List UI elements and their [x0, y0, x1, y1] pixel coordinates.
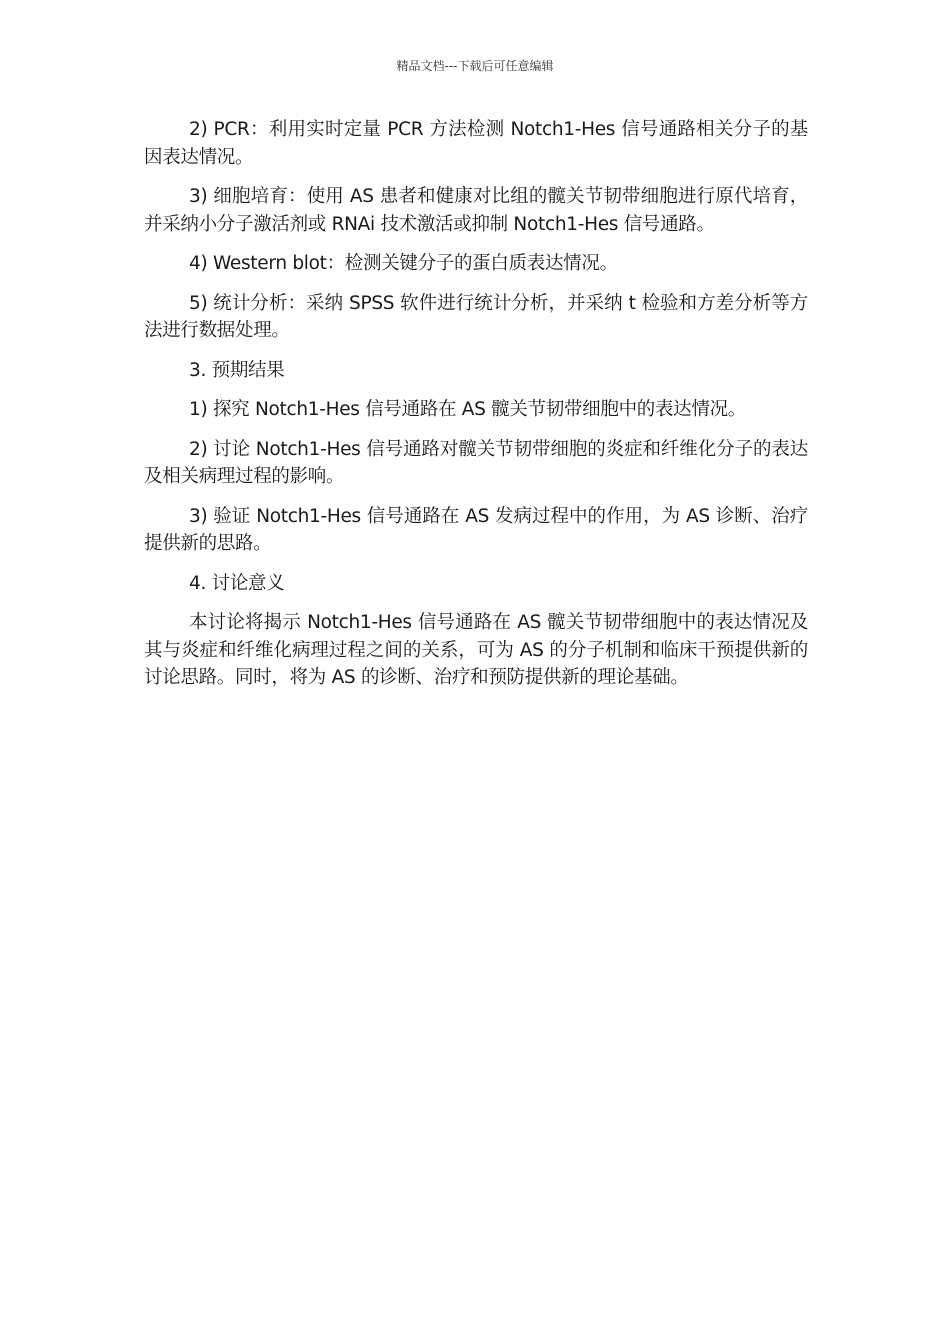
- significance-paragraph: 本讨论将揭示 Notch1-Hes 信号通路在 AS 髋关节韧带细胞中的表达情况及其与炎症和纤维化病理过程之间的关系，可为 AS 的分子机制和临床干预提供新的讨论思路。同时，将为 AS 的诊断、治疗和预防提供新的理论基础。: [144, 612, 808, 688]
- method-statistics-paragraph: 5) 统计分析：采纳 SPSS 软件进行统计分析，并采纳 t 检验和方差分析等方法进行数据处理。: [144, 292, 808, 341]
- method-pcr-paragraph: 2) PCR：利用实时定量 PCR 方法检测 Notch1-Hes 信号通路相关分子的基因表达情况。: [144, 119, 808, 168]
- expected-result-1-paragraph: 1) 探究 Notch1-Hes 信号通路在 AS 髋关节韧带细胞中的表达情况。: [189, 399, 746, 420]
- method-cell-culture-paragraph: 3) 细胞培育：使用 AS 患者和健康对比组的髋关节韧带细胞进行原代培育，并采纳小分子激活剂或 RNAi 技术激活或抑制 Notch1-Hes 信号通路。: [144, 186, 808, 235]
- document-body: [144, 116, 808, 704]
- expected-result-3-paragraph: 3) 验证 Notch1-Hes 信号通路在 AS 发病过程中的作用，为 AS 诊断、治疗提供新的思路。: [144, 505, 808, 554]
- expected-result-2-paragraph: 2) 讨论 Notch1-Hes 信号通路对髋关节韧带细胞的炎症和纤维化分子的表达及相关病理过程的影响。: [144, 438, 808, 487]
- method-western-blot-paragraph: 4) Western blot：检测关键分子的蛋白质表达情况。: [189, 253, 618, 274]
- section-heading-significance: 4. 讨论意义: [189, 572, 285, 594]
- section-heading-expected-results: 3. 预期结果: [189, 359, 285, 381]
- page-header: 精品文档---下载后可任意编辑: [396, 59, 554, 73]
